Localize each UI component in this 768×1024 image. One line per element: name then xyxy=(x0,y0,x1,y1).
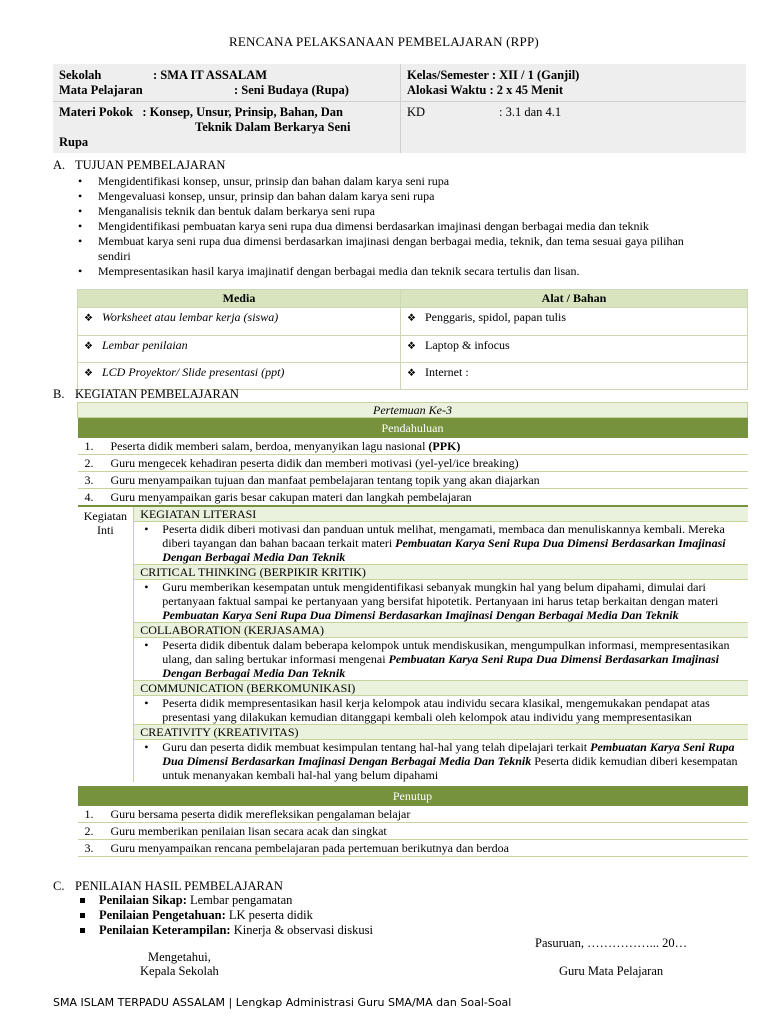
creat-emphasis: Pembuatan Karya Seni Rupa Dua Dimensi Berdasarkan Imajinasi Dengan Berbagai Media Dan Teknik xyxy=(162,740,735,768)
section-a-title: TUJUAN PEMBELAJARAN xyxy=(75,158,226,172)
list-item: • Mengidentifikasi konsep, unsur, prinsip dan bahan dalam karya seni rupa xyxy=(78,174,748,189)
collab-text: Peserta didik dibentuk dalam beberapa kelompok untuk mendiskusikan, mengumpulkan informasi, mempresentasikan ulang, dan saling bertukar informasi mengenai xyxy=(162,638,730,666)
kd-label: KD xyxy=(407,105,426,119)
creat-heading: CREATIVITY (KREATIVITAS) xyxy=(134,725,748,740)
media-item: Worksheet atau lembar kerja (siswa) xyxy=(102,310,279,324)
keterampilan-label: Penilaian Keterampilan: xyxy=(99,923,231,937)
section-b-title: KEGIATAN PEMBELAJARAN xyxy=(75,387,239,401)
critical-body xyxy=(134,580,748,623)
media-table xyxy=(77,289,748,390)
pendahuluan-header: Pendahuluan xyxy=(78,418,748,439)
creat-text-2: Peserta didik kemudian diberi kesempatan untuk menanyakan kembali hal-hal yang belum dipahami xyxy=(162,754,738,782)
penutup-item: Guru bersama peserta didik merefleksikan pengalaman belajar xyxy=(110,806,748,823)
info-table xyxy=(53,64,746,153)
pendahuluan-item xyxy=(110,438,748,455)
collab-body xyxy=(134,638,748,681)
sikap-label: Penilaian Sikap: xyxy=(99,893,187,907)
pendahuluan-item: Guru menyampaikan tujuan dan manfaat pembelajaran tentang topik yang akan diajarkan xyxy=(110,472,748,489)
place-date: Pasuruan, ……………... 20… xyxy=(535,936,688,950)
kelas-value: : XII / 1 (Ganjil) xyxy=(491,68,580,82)
list-item: • Mengidentifikasi pembuatan karya seni rupa dua dimensi berdasarkan imajinasi dengan berbagai media dan teknik xyxy=(78,219,748,234)
comm-heading: COMMUNICATION (BERKOMUNIKASI) xyxy=(134,681,748,696)
creat-text: Guru dan peserta didik membuat kesimpulan tentang hal-hal yang telah dipelajari terkait xyxy=(162,740,591,754)
literasi-body xyxy=(134,522,748,565)
sekolah-value: : SMA IT ASSALAM xyxy=(153,68,268,82)
tujuan-list xyxy=(78,174,748,279)
media-header: Media xyxy=(78,290,401,308)
penilaian-list xyxy=(77,893,373,938)
pendahuluan-item: Guru menyampaikan garis besar cakupan materi dan langkah pembelajaran xyxy=(110,490,472,504)
list-item: • Mengevaluasi konsep, unsur, prinsip dan bahan dalam karya seni rupa xyxy=(78,189,748,204)
keterampilan-value: Kinerja & observasi diskusi xyxy=(230,923,373,937)
kegiatan-inti-label xyxy=(78,506,134,784)
kelas-label: Kelas/Semester xyxy=(407,68,489,82)
alat-item: Laptop & infocus xyxy=(425,338,510,352)
sekolah-label: Sekolah xyxy=(59,68,102,82)
item-number: 1. xyxy=(78,806,110,823)
section-b-heading xyxy=(53,387,239,402)
list-item xyxy=(77,893,373,908)
table-row xyxy=(401,336,748,363)
inti-label-line1: Kegiatan xyxy=(83,509,128,523)
sikap-value: Lembar pengamatan xyxy=(186,893,293,907)
alokasi-value: : 2 x 45 Menit xyxy=(489,83,564,97)
creat-body xyxy=(134,740,748,785)
media-item: LCD Proyektor/ Slide presentasi (ppt) xyxy=(102,365,285,379)
collab-emphasis: Pembuatan Karya Seni Rupa Dua Dimensi Berdasarkan Imajinasi Dengan Berbagai Media Dan Teknik xyxy=(162,652,719,680)
table-row xyxy=(78,308,401,336)
collab-heading: COLLABORATION (KERJASAMA) xyxy=(134,623,748,638)
materi-cell xyxy=(53,102,401,154)
penutup-item: Guru menyampaikan rencana pembelajaran pada pertemuan berikutnya dan berdoa xyxy=(110,840,748,857)
penutup-item: Guru memberikan penilaian lisan secara acak dan singkat xyxy=(110,823,748,840)
item-number: 2. xyxy=(78,455,110,472)
critical-emphasis: Pembuatan Karya Seni Rupa Dua Dimensi Berdasarkan Imajinasi Dengan Berbagai Media Dan Teknik xyxy=(162,608,679,622)
diamond-bullet-icon: ❖ xyxy=(407,313,416,324)
guru-label: Guru Mata Pelajaran xyxy=(559,964,664,978)
media-item: Lembar penilaian xyxy=(102,338,188,352)
mapel-value: : Seni Budaya (Rupa) xyxy=(234,83,349,97)
table-row xyxy=(401,363,748,390)
kd-cell xyxy=(401,102,747,154)
kd-value: : 3.1 dan 4.1 xyxy=(499,105,562,119)
diamond-bullet-icon: ❖ xyxy=(84,368,93,379)
materi-label: Materi Pokok xyxy=(59,105,133,119)
section-c-letter: C. xyxy=(53,879,65,893)
item-number: 1. xyxy=(78,438,110,455)
alat-item: Internet : xyxy=(425,365,469,379)
literasi-text: Peserta didik diberi motivasi dan panduan untuk melihat, mengamati, membaca dan menuliskannya kembali. Mereka diberi tayangan dan bahan bacaan terkait materi xyxy=(162,522,725,550)
critical-text: Guru memberikan kesempatan untuk mengidentifikasi sebanyak mungkin hal yang belum dipahami, dimulai dari pertanyaan faktual sampai ke pertanyaan yang bersifat hipotetik. Pertanyaan ini harus tetap berkaitan dengan materi xyxy=(162,580,719,608)
diamond-bullet-icon: ❖ xyxy=(84,313,93,324)
pengetahuan-label: Penilaian Pengetahuan: xyxy=(99,908,226,922)
table-row xyxy=(78,336,401,363)
item-text: Peserta didik memberi salam, berdoa, menyanyikan lagu nasional xyxy=(110,439,429,453)
list-item xyxy=(77,908,373,923)
materi-value: : Konsep, Unsur, Prinsip, Bahan, Dan xyxy=(142,105,343,119)
list-item: • Mempresentasikan hasil karya imajinatif dengan berbagai media dan teknik secara tertulis dan lisan. xyxy=(78,264,748,279)
comm-body: • Peserta didik mempresentasikan hasil kerja kelompok atau individu secara klasikal, mengemukakan pendapat atas presentasi yang dilakukan kemudian ditanggapi kembali oleh kelompok atau individu yang mempresentasikan xyxy=(134,696,748,725)
list-item: • Menganalisis teknik dan bentuk dalam berkarya seni rupa xyxy=(78,204,748,219)
page-footer: SMA ISLAM TERPADU ASSALAM | Lengkap Administrasi Guru SMA/MA dan Soal-Soal xyxy=(53,996,512,1009)
penutup-header: Penutup xyxy=(78,784,748,806)
item-number: 3. xyxy=(78,840,110,857)
kegiatan-table xyxy=(77,402,748,857)
section-b-letter: B. xyxy=(53,387,65,401)
section-a-heading xyxy=(53,158,225,173)
pendahuluan-item: Guru mengecek kehadiran peserta didik dan memberi motivasi (yel-yel/ice breaking) xyxy=(110,455,748,472)
diamond-bullet-icon: ❖ xyxy=(84,341,93,352)
list-item: • Membuat karya seni rupa dua dimensi berdasarkan imajinasi dengan berbagai media, teknik, dan tema sesuai gaya pilihan sendiri xyxy=(78,234,748,264)
materi-value-3: Rupa xyxy=(59,135,89,149)
item-number: 3. xyxy=(78,472,110,489)
materi-value-2: Teknik Dalam Berkarya Seni xyxy=(195,120,351,134)
literasi-emphasis: Pembuatan Karya Seni Rupa Dua Dimensi Berdasarkan Imajinasi Dengan Berbagai Media Dan Teknik xyxy=(162,536,726,564)
section-a-letter: A. xyxy=(53,158,66,172)
alokasi-label: Alokasi Waktu xyxy=(407,83,487,97)
document-title: RENCANA PELAKSANAAN PEMBELAJARAN (RPP) xyxy=(229,34,539,49)
pertemuan-label: Pertemuan Ke-3 xyxy=(78,403,748,418)
table-row xyxy=(401,308,748,336)
critical-heading: CRITICAL THINKING (BERPIKIR KRITIK) xyxy=(134,565,748,580)
literasi-heading: KEGIATAN LITERASI xyxy=(134,506,748,522)
item-number: 4. xyxy=(84,490,94,504)
diamond-bullet-icon: ❖ xyxy=(407,368,416,379)
section-c-title: PENILAIAN HASIL PEMBELAJARAN xyxy=(75,879,283,893)
diamond-bullet-icon: ❖ xyxy=(407,341,416,352)
pengetahuan-value: LK peserta didik xyxy=(225,908,313,922)
list-item xyxy=(77,923,373,938)
item-bold: (PPK) xyxy=(428,439,461,453)
alat-item: Penggaris, spidol, papan tulis xyxy=(425,310,566,324)
info-left-top xyxy=(53,64,401,102)
table-row xyxy=(78,363,401,390)
alat-header: Alat / Bahan xyxy=(401,290,748,308)
mengetahui-label: Mengetahui, xyxy=(148,950,211,964)
mapel-label: Mata Pelajaran xyxy=(59,83,143,97)
info-right-top xyxy=(401,64,747,102)
inti-label-line2: Inti xyxy=(97,523,114,537)
item-number: 2. xyxy=(78,823,110,840)
kepala-sekolah-label: Kepala Sekolah xyxy=(140,964,219,978)
section-c-heading xyxy=(53,879,283,894)
